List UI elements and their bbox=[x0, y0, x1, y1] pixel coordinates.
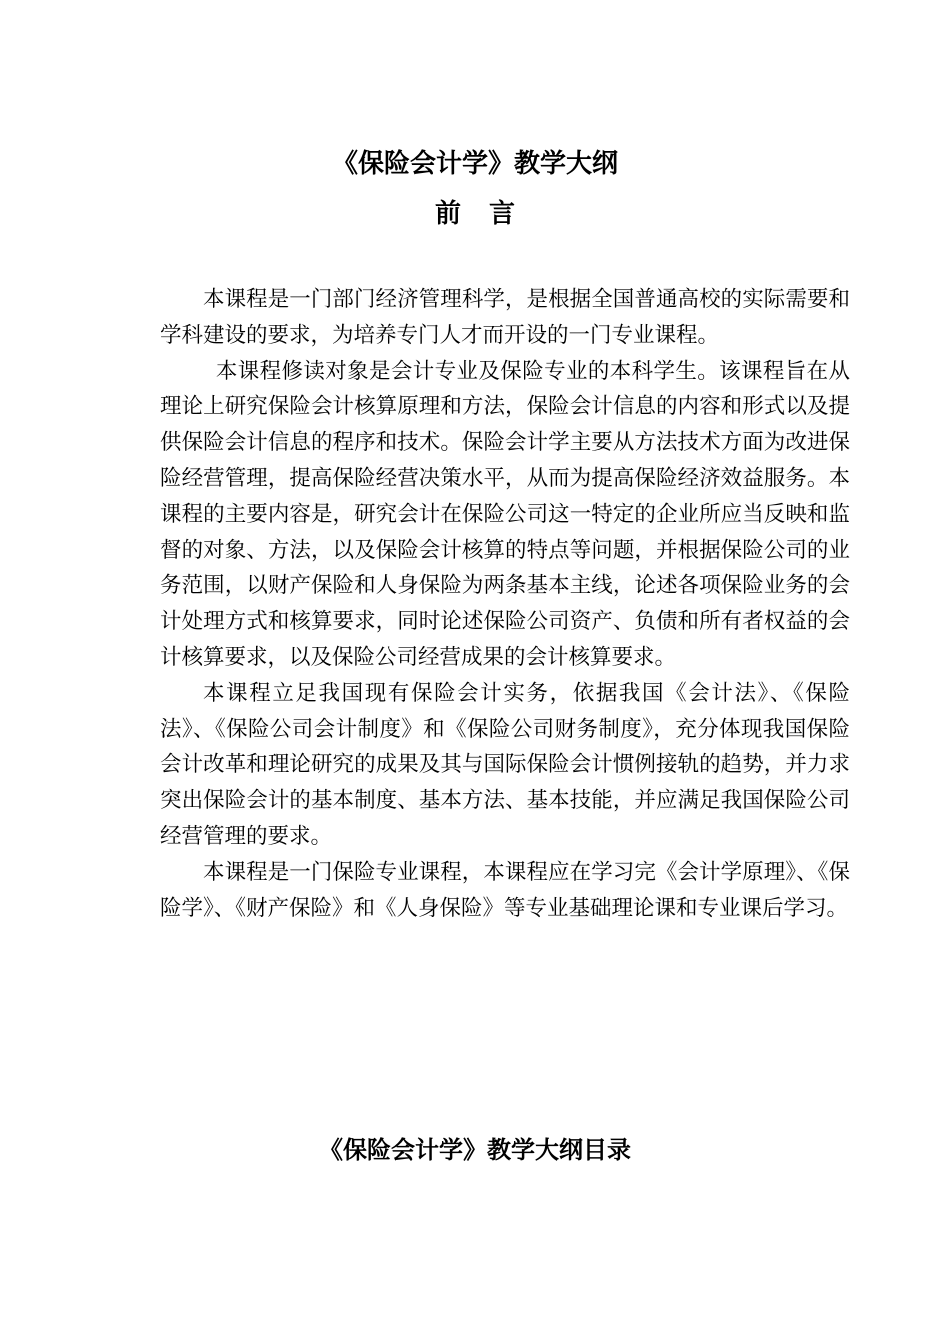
paragraph-course-nature: 本课程是一门部门经济管理科学，是根据全国普通高校的实际需要和学科建设的要求，为培养专门人才而开设的一门专业课程。 bbox=[160, 287, 850, 348]
toc-title: 《保险会计学》教学大纲目录 bbox=[319, 1136, 631, 1164]
preface-heading: 前言 bbox=[434, 199, 543, 229]
document-title: 《保险会计学》教学大纲 bbox=[331, 149, 618, 179]
preface-body bbox=[160, 282, 850, 926]
paragraph-course-basis: 本课程立足我国现有保险会计实务，依据我国《会计法》、《保险法》、《保险公司会计制度》和《保险公司财务制度》，充分体现我国保险会计改革和理论研究的成果及其与国际保险会计惯例接轨的趋势，并力求突出保险会计的基本制度、基本方法、基本技能，并应满足我国保险公司经营管理的要求。 bbox=[160, 680, 850, 849]
paragraph-prerequisites: 本课程是一门保险专业课程，本课程应在学习完《会计学原理》、《保险学》、《财产保险》和《人身保险》等专业基础理论课和专业课后学习。 bbox=[160, 859, 850, 921]
paragraph-course-content: 本课程修读对象是会计专业及保险专业的本科学生。该课程旨在从理论上研究保险会计核算原理和方法，保险会计信息的内容和形式以及提供保险会计信息的程序和技术。保险会计学主要从方法技术方面为改进保险经营管理，提高保险经营决策水平，从而为提高保险经济效益服务。本课程的主要内容是，研究会计在保险公司这一特定的企业所应当反映和监督的对象、方法，以及保险会计核算的特点等问题，并根据保险公司的业务范围，以财产保险和人身保险为两条基本主线，论述各项保险业务的会计处理方式和核算要求，同时论述保险公司资产、负债和所有者权益的会计核算要求，以及保险公司经营成果的会计核算要求。 bbox=[160, 358, 850, 670]
